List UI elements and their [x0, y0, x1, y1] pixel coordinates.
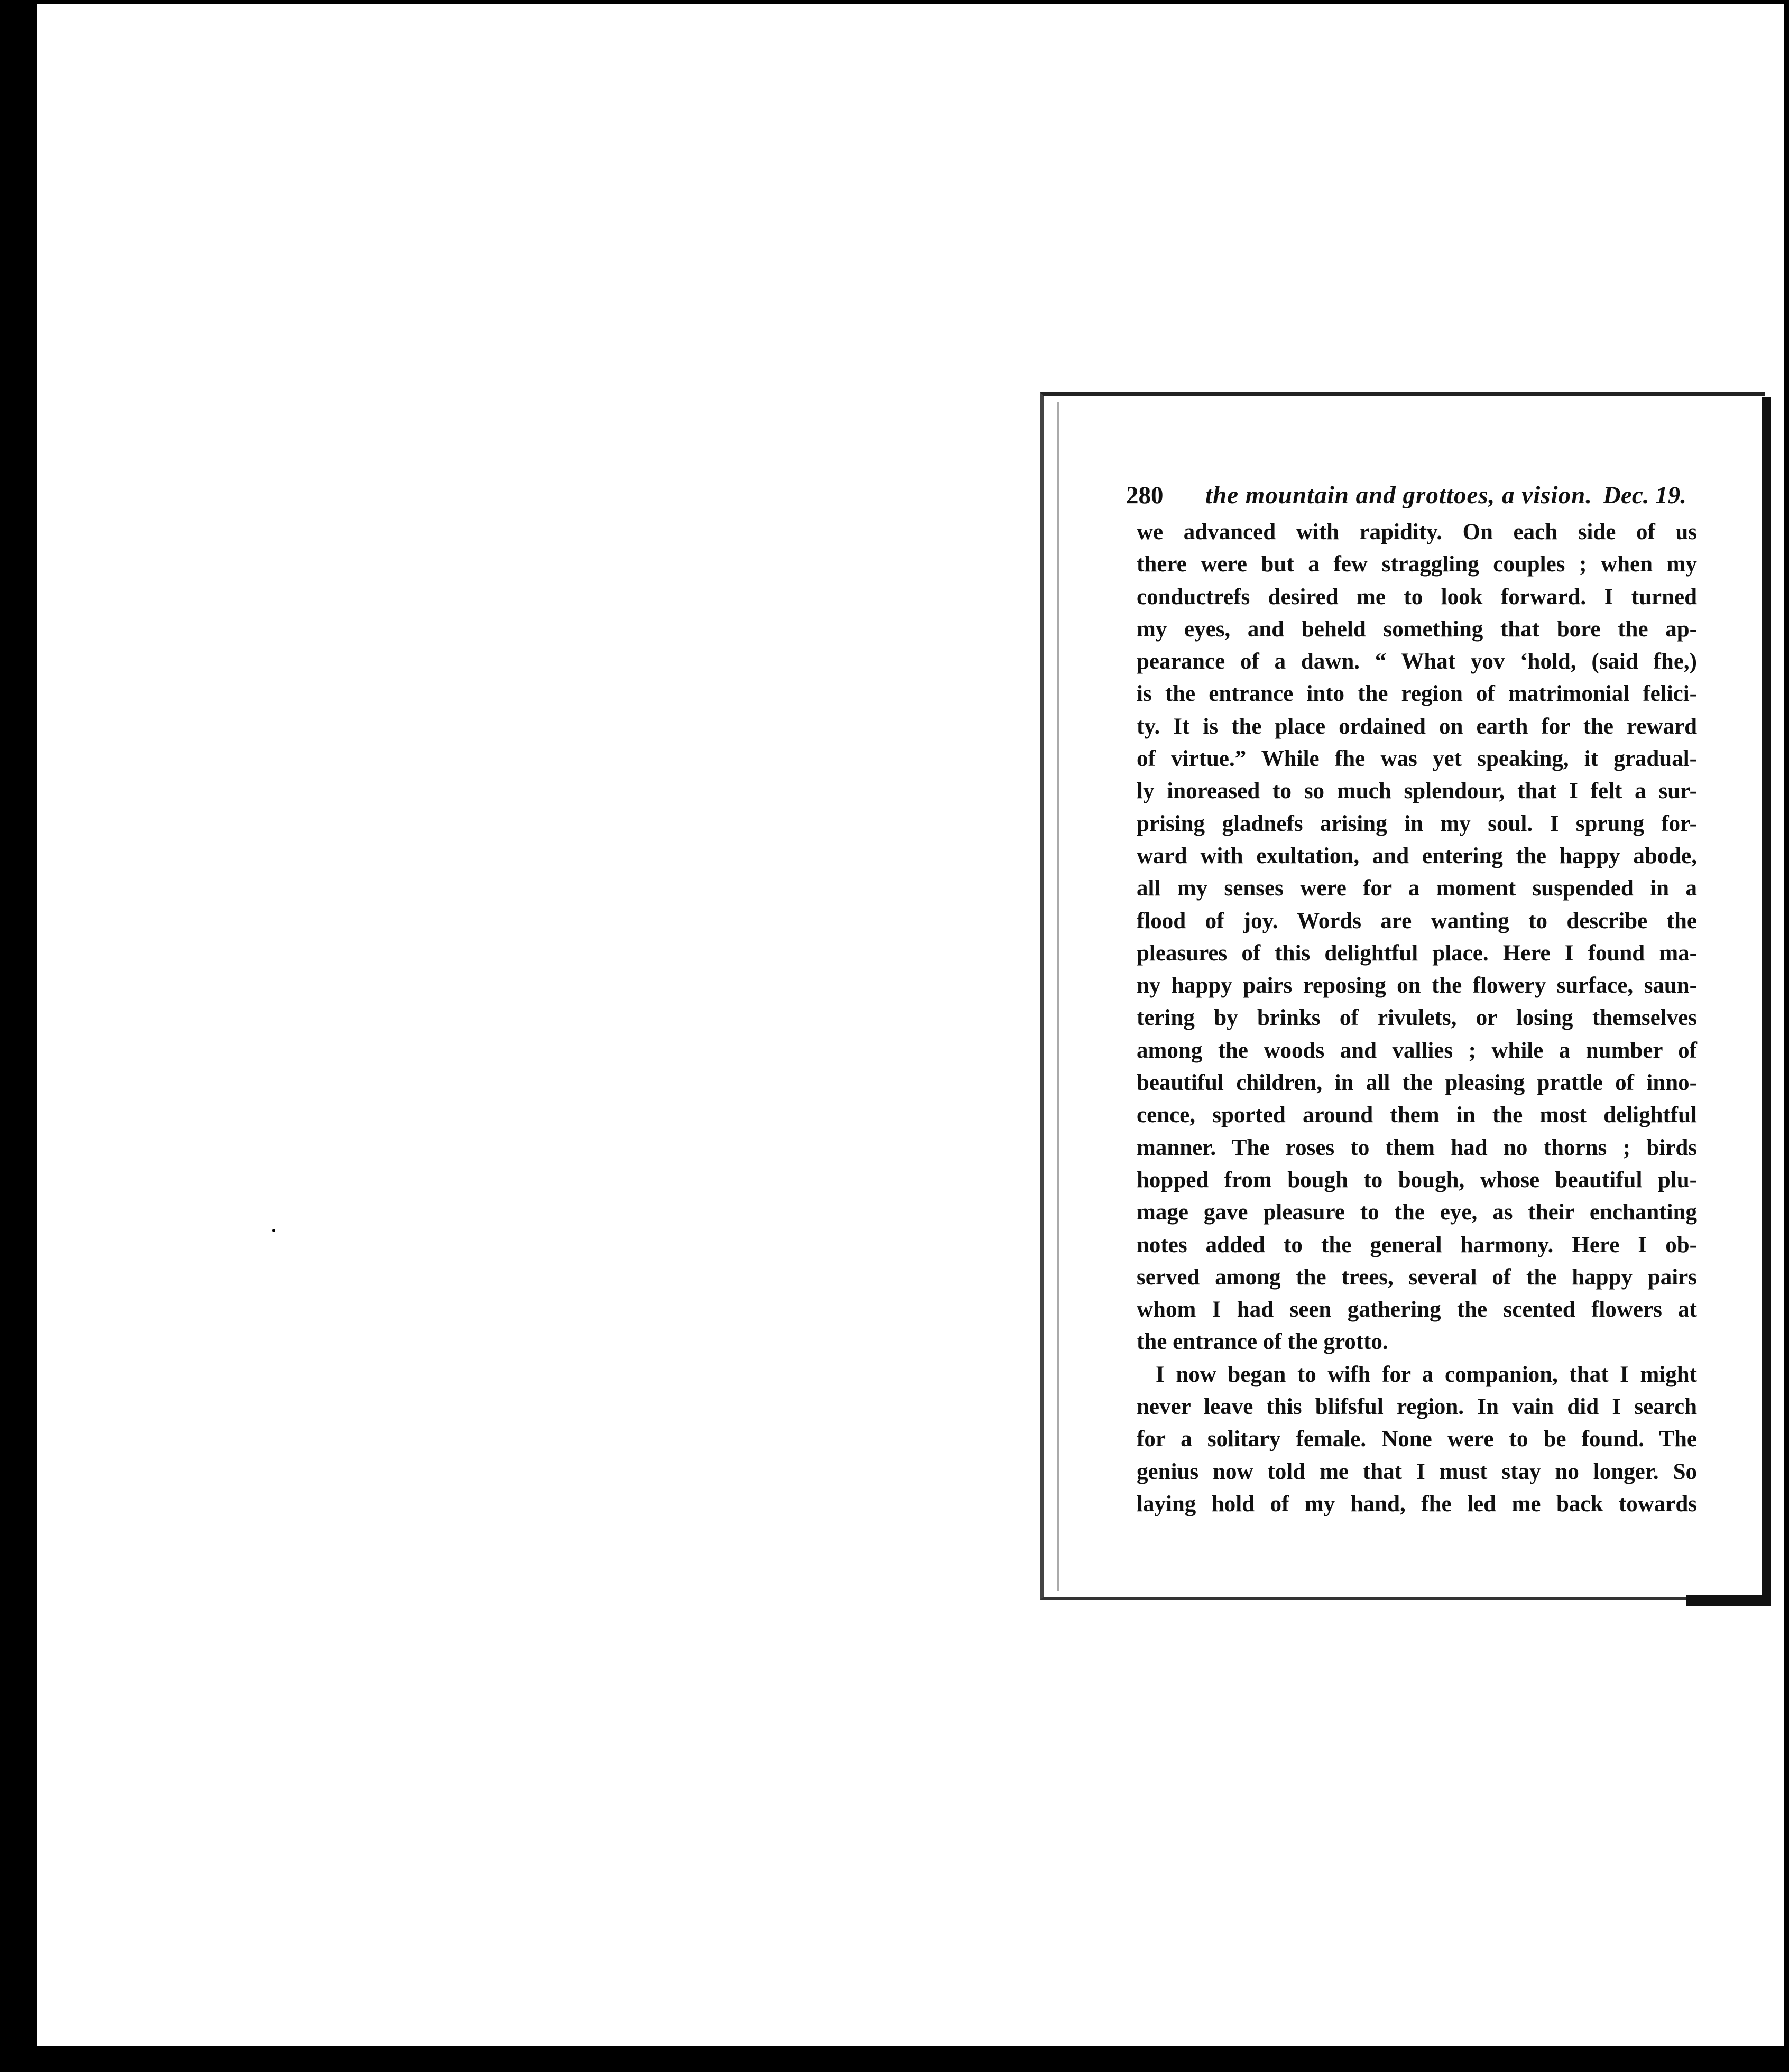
scan-artifact	[0, 1258, 32, 1295]
text-line: there were but a few straggling couples ; when my	[1137, 552, 1697, 577]
text-line: for a solitary female. None were to be found. The	[1137, 1427, 1697, 1452]
text-line: among the woods and vallies ; while a number of	[1137, 1038, 1697, 1063]
text-line: cence, sported around them in the most delightful	[1137, 1103, 1697, 1128]
text-line: hopped from bough to bough, whose beautiful plu-	[1137, 1167, 1697, 1192]
scan-border-bottom	[0, 2046, 1789, 2072]
running-date: Dec. 19.	[1603, 482, 1686, 509]
page-gutter-edge	[1057, 402, 1059, 1591]
text-line: conductrefs desired me to look forward. I turned	[1137, 584, 1697, 609]
text-line: served among the trees, several of the happy pairs	[1137, 1264, 1697, 1290]
text-line: I now began to wifh for a companion, that I might	[1156, 1362, 1697, 1387]
text-line: never leave this blifsful region. In vain did I search	[1137, 1394, 1697, 1420]
page-edge-foot-shadow	[1686, 1595, 1771, 1606]
text-line: all my senses were for a moment suspended in a	[1137, 876, 1697, 901]
scan-border-top	[0, 0, 1789, 4]
text-line: the entrance of the grotto.	[1137, 1329, 1388, 1355]
page-number: 280	[1126, 482, 1164, 509]
text-line: prising gladnefs arising in my soul. I sprung for-	[1137, 811, 1697, 836]
text-line: flood of joy. Words are wanting to describe the	[1137, 908, 1697, 933]
text-line: mage gave pleasure to the eye, as their enchanting	[1137, 1200, 1697, 1225]
running-head	[1126, 481, 1686, 518]
text-line: we advanced with rapidity. On each side of us	[1137, 520, 1697, 544]
text-line: pearance of a dawn. “ What yov ‘hold, (said fhe,)	[1137, 649, 1697, 674]
text-line: ly inoreased to so much splendour, that I felt a sur-	[1137, 779, 1697, 804]
scan-border-right	[1784, 0, 1789, 2072]
text-line: genius now told me that I must stay no longer. So	[1137, 1459, 1697, 1484]
text-line: my eyes, and beheld something that bore the ap-	[1137, 616, 1697, 642]
running-title: the mountain and grottoes, a vision.	[1205, 482, 1593, 509]
page-edge-shadow	[1762, 397, 1771, 1605]
text-line: laying hold of my hand, fhe led me back towards	[1137, 1491, 1697, 1516]
body-text	[1137, 516, 1697, 1520]
text-line: pleasures of this delightful place. Here I found ma-	[1137, 940, 1697, 966]
text-line: whom I had seen gathering the scented flowers at	[1137, 1297, 1697, 1322]
text-line: manner. The roses to them had no thorns ; birds	[1137, 1135, 1697, 1160]
text-line: is the entrance into the region of matrimonial felici-	[1137, 681, 1697, 707]
text-line: ty. It is the place ordained on earth for the reward	[1137, 714, 1697, 739]
text-line: notes added to the general harmony. Here I ob-	[1137, 1232, 1697, 1257]
text-line: of virtue.” While fhe was yet speaking, it gradual-	[1137, 746, 1697, 772]
text-line: ward with exultation, and entering the happy abode,	[1137, 843, 1697, 868]
scan-border-left	[0, 0, 37, 2072]
text-line: beautiful children, in all the pleasing prattle of inno-	[1137, 1070, 1697, 1096]
text-line: ny happy pairs reposing on the flowery surface, saun-	[1137, 973, 1697, 998]
text-line: tering by brinks of rivulets, or losing themselves	[1137, 1005, 1697, 1031]
scan-dust	[272, 1229, 275, 1232]
